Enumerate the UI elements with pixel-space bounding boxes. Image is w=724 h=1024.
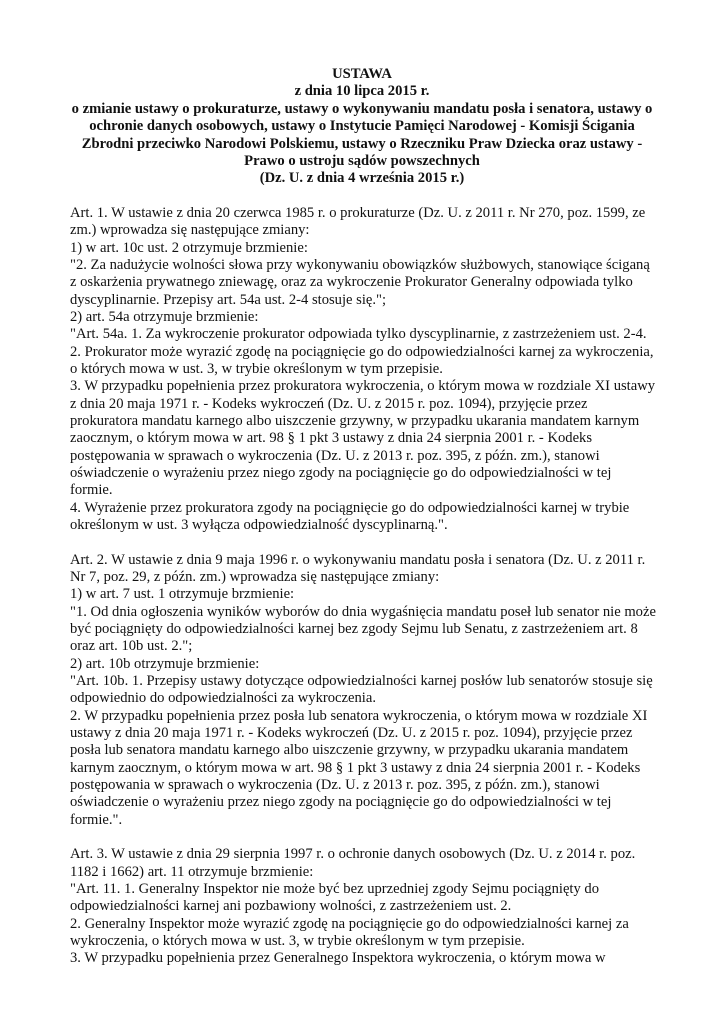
article-line: 4. Wyrażenie przez prokuratora zgody na pociągnięcie go do odpowiedzialności karnej w trybie: [70, 500, 630, 516]
article-line: 1182 i 1662) art. 11 otrzymuje brzmienie:: [70, 864, 314, 880]
article-line: Art. 1. W ustawie z dnia 20 czerwca 1985 r. o prokuraturze (Dz. U. z 2011 r. Nr 270, poz. 1599, ze: [70, 205, 646, 221]
article-line: 2. Prokurator może wyrazić zgodę na pociągnięcie go do odpowiedzialności karnej za wykroczenia,: [70, 344, 654, 360]
article-line: 1) w art. 10c ust. 2 otrzymuje brzmienie:: [70, 240, 308, 256]
article-line: z oskarżenia prywatnego zniewagę, oraz za wykroczenie Prokurator Generalny odpowiada tylko: [70, 274, 633, 290]
article-line: 3. W przypadku popełnienia przez prokuratora wykroczenia, o którym mowa w rozdziale XI ustawy: [70, 378, 656, 394]
article-line: 2) art. 54a otrzymuje brzmienie:: [70, 309, 259, 325]
article-line: być pociągnięty do odpowiedzialności karnej bez zgody Sejmu lub Senatu, z zastrzeżeniem art. 8: [70, 621, 638, 637]
act-type: USTAWA: [332, 66, 392, 82]
article-line: wykroczenia, o których mowa w ust. 3, w trybie określonym w tym przepisie.: [70, 933, 525, 949]
act-subject-line: ochronie danych osobowych, ustawy o Instytucie Pamięci Narodowej - Komisji Ścigania: [89, 118, 635, 134]
article-line: o których mowa w ust. 3, w trybie określonym w tym przepisie.: [70, 361, 443, 377]
article-line: 2. W przypadku popełnienia przez posła lub senatora wykroczenia, o którym mowa w rozdziale XI: [70, 708, 648, 724]
article-line: Nr 7, poz. 29, z późn. zm.) wprowadza się następujące zmiany:: [70, 569, 440, 585]
article-line: postępowania w sprawach o wykroczenia (Dz. U. z 2013 r. poz. 395, z późn. zm.), stanowi: [70, 777, 600, 793]
article-line: "2. Za nadużycie wolności słowa przy wykonywaniu obowiązków służbowych, stanowiące ściganą: [70, 257, 650, 273]
article-line: "1. Od dnia ogłoszenia wyników wyborów do dnia wygaśnięcia mandatu poseł lub senator nie może: [70, 604, 656, 620]
article-line: ustawy z dnia 20 maja 1971 r. - Kodeks wykroczeń (Dz. U. z 2015 r. poz. 1094), przyjęcie przez: [70, 725, 633, 741]
act-date: z dnia 10 lipca 2015 r.: [294, 83, 430, 99]
article-line: "Art. 11. 1. Generalny Inspektor nie może być bez uprzedniej zgody Sejmu pociągnięty do: [70, 881, 600, 897]
article-line: postępowania w sprawach o wykroczenia (Dz. U. z 2013 r. poz. 395, z późn. zm.), stanowi: [70, 448, 600, 464]
article-line: "Art. 10b. 1. Przepisy ustawy dotyczące odpowiedzialności karnej posłów lub senatorów stosuje się: [70, 673, 653, 689]
article-line: 1) w art. 7 ust. 1 otrzymuje brzmienie:: [70, 586, 295, 602]
article-line: karnym zaocznym, o którym mowa w art. 98 § 1 pkt 3 ustawy z dnia 24 sierpnia 2001 r. - Kodeks: [70, 760, 641, 776]
act-subject-line: Prawo o ustroju sądów powszechnych: [244, 153, 480, 169]
article-line: zaocznym, o którym mowa w art. 98 § 1 pkt 3 ustawy z dnia 24 sierpnia 2001 r. - Kodeks: [70, 430, 593, 446]
article-line: zm.) wprowadza się następujące zmiany:: [70, 222, 310, 238]
act-subject-line: Zbrodni przeciwko Narodowi Polskiemu, ustawy o Rzeczniku Praw Dziecka oraz ustawy -: [81, 136, 643, 152]
article-line: prokuratora mandatu karnego albo uiszczenie grzywny, w przypadku ukarania mandatem karnym: [70, 413, 640, 429]
article-line: odpowiedzialności karnej ani pozbawiony wolności, z zastrzeżeniem ust. 2.: [70, 898, 512, 914]
article-line: dyscyplinarnie. Przepisy art. 54a ust. 2-4 stosuje się.";: [70, 292, 387, 308]
act-publication: (Dz. U. z dnia 4 września 2015 r.): [259, 170, 465, 186]
article-line: formie.".: [70, 812, 123, 828]
article-line: oświadczenie o wyrażeniu przez niego zgody na pociągnięcie go do odpowiedzialności w tej: [70, 465, 612, 481]
article-line: posła lub senatora mandatu karnego albo uiszczenie grzywny, w przypadku ukarania mandatem: [70, 742, 629, 758]
article-line: odpowiednio do odpowiedzialności za wykroczenia.: [70, 690, 376, 706]
article-line: formie.: [70, 482, 113, 498]
article-line: Art. 3. W ustawie z dnia 29 sierpnia 1997 r. o ochronie danych osobowych (Dz. U. z 2014 r. poz.: [70, 846, 636, 862]
act-subject-line: o zmianie ustawy o prokuraturze, ustawy o wykonywaniu mandatu posła i senatora, ustawy o: [71, 101, 653, 117]
article-line: 2) art. 10b otrzymuje brzmienie:: [70, 656, 260, 672]
article-line: z dnia 20 maja 1971 r. - Kodeks wykroczeń (Dz. U. z 2015 r. poz. 1094), przyjęcie przez: [70, 396, 588, 412]
article-line: oświadczenie o wyrażeniu przez niego zgody na pociągnięcie go do odpowiedzialności w tej: [70, 794, 612, 810]
article-line: oraz art. 10b ust. 2.";: [70, 638, 193, 654]
article-line: określonym w ust. 3 wyłącza odpowiedzialność dyscyplinarną.".: [70, 517, 448, 533]
article-line: 3. W przypadku popełnienia przez Generalnego Inspektora wykroczenia, o którym mowa w: [70, 950, 606, 966]
article-line: Art. 2. W ustawie z dnia 9 maja 1996 r. o wykonywaniu mandatu posła i senatora (Dz. U. z 2011 r.: [70, 552, 646, 568]
article-line: "Art. 54a. 1. Za wykroczenie prokurator odpowiada tylko dyscyplinarnie, z zastrzeżeniem ust. 2-4.: [70, 326, 647, 342]
article-line: 2. Generalny Inspektor może wyrazić zgodę na pociągnięcie go do odpowiedzialności karnej za: [70, 916, 629, 932]
